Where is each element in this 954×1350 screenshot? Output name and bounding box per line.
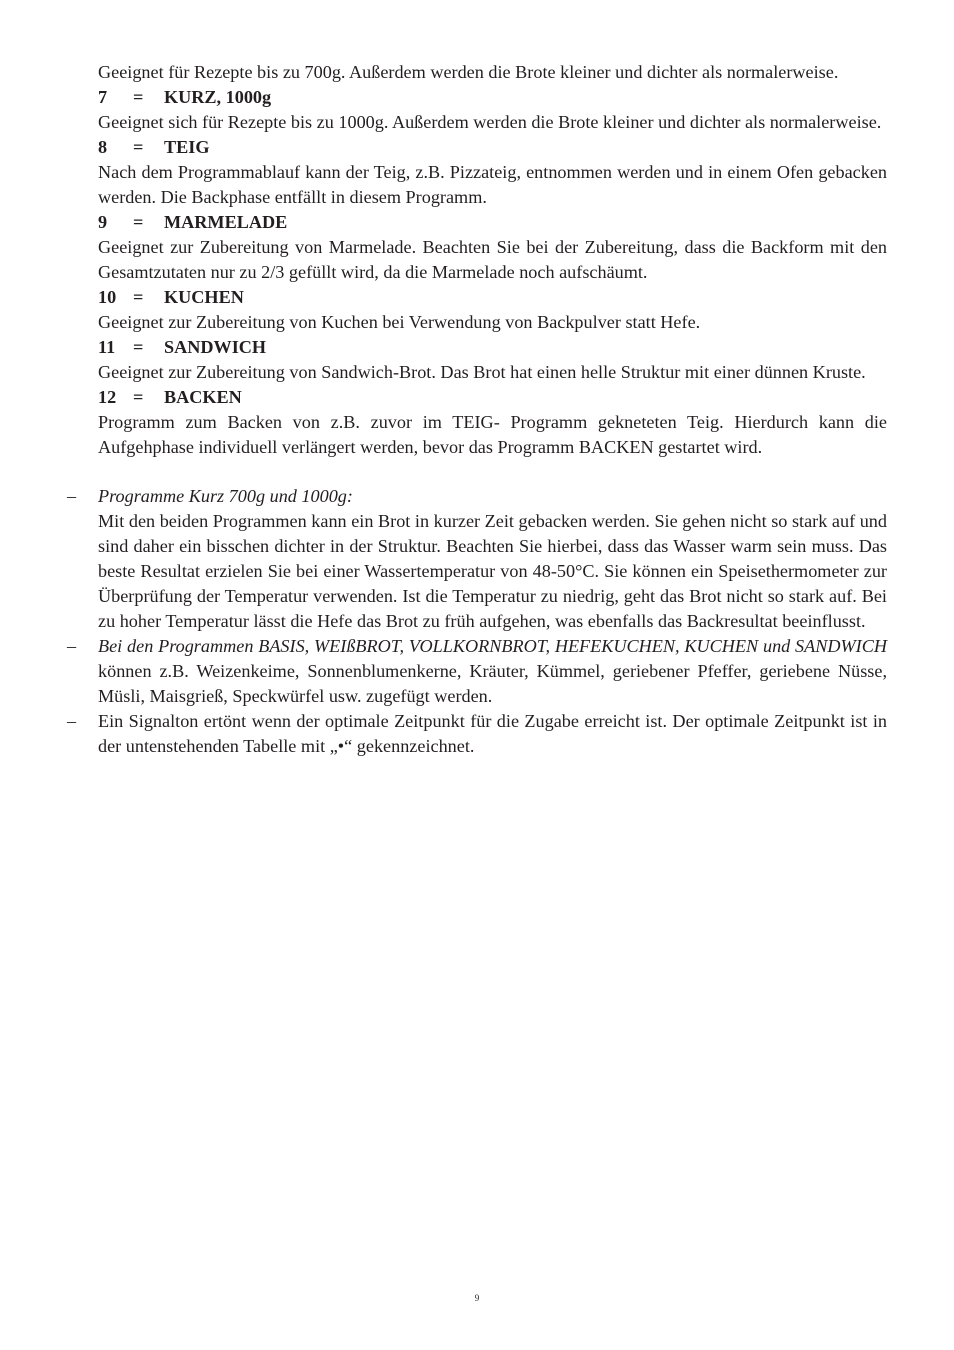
note-heading — [98, 484, 887, 509]
program-name: KURZ, 1000g — [164, 87, 272, 107]
program-number: 10 — [98, 287, 117, 307]
program-number: 7 — [98, 87, 108, 107]
program-heading — [98, 285, 887, 310]
program-equals: = — [133, 212, 144, 232]
note-signal — [67, 709, 887, 759]
note-text: Mit den beiden Programmen kann ein Brot in kurzer Zeit gebacken werden. Sie gehen nicht so stark auf und sind daher ein bisschen dichter in der Struktur. Beachten Sie hierbei, dass das Wasser warm sein muss. Das beste Resultat erzielen Sie bei einer Wassertemperatur von 48-50°C. Sie können ein Speisethermometer zur Überprüfung der Temperatur verwenden. Ist die Temperatur zu niedrig, geht das Brot nicht so stark auf. Bei zu hoher Temperatur lässt die Hefe das Brot zu früh aufgehen, was ebenfalls das Backresultat beeinflusst. — [98, 511, 887, 631]
program-number: 9 — [98, 212, 108, 232]
program-equals: = — [133, 87, 144, 107]
program-description: Geeignet zur Zubereitung von Sandwich-Brot. Das Brot hat einen helle Struktur mit einer dünnen Kruste. — [98, 362, 866, 382]
program-name: KUCHEN — [164, 287, 244, 307]
program-heading — [98, 335, 887, 360]
program-number: 12 — [98, 387, 117, 407]
program-description: Geeignet zur Zubereitung von Marmelade. Beachten Sie bei der Zubereitung, dass die Backform mit den Gesamtzutaten nur zu 2/3 gefüllt wird, da die Marmelade noch aufschäumt. — [98, 237, 887, 282]
note-text: Ein Signalton ertönt wenn der optimale Zeitpunkt für die Zugabe erreicht ist. Der optimale Zeitpunkt ist in der untenstehenden Tabelle mit „•“ gekennzeichnet. — [98, 711, 887, 756]
dash-bullet: – — [67, 711, 77, 731]
note-ingredients — [67, 634, 887, 709]
note-heading-text: Programme Kurz 700g und 1000g: — [98, 486, 353, 506]
intro-paragraph: Geeignet für Rezepte bis zu 700g. Außerdem werden die Brote kleiner und dichter als normalerweise. — [98, 62, 839, 82]
page-number: 9 — [474, 1293, 480, 1303]
program-heading — [98, 85, 887, 110]
note-regular-text: können z.B. Weizenkeime, Sonnenblumenkerne, Kräuter, Kümmel, geriebener Pfeffer, geriebene Nüsse, Müsli, Maisgrieß, Speckwürfel usw. zugefügt werden. — [98, 661, 887, 706]
program-10 — [98, 285, 887, 335]
note-text — [98, 634, 887, 709]
program-number: 8 — [98, 137, 108, 157]
note-kurz-programs — [67, 484, 887, 634]
program-equals: = — [133, 137, 144, 157]
program-description: Geeignet zur Zubereitung von Kuchen bei Verwendung von Backpulver statt Hefe. — [98, 312, 701, 332]
program-heading — [98, 210, 887, 235]
program-name: BACKEN — [164, 387, 242, 407]
program-description: Programm zum Backen von z.B. zuvor im TEIG- Programm gekneteten Teig. Hierdurch kann die Aufgehphase individuell verlängert werden, bevor das Programm BACKEN gestartet wird. — [98, 412, 887, 457]
note-italic-text: Bei den Programmen BASIS, WEIßBROT, VOLLKORNBROT, HEFEKUCHEN, KUCHEN und SANDWICH — [98, 636, 887, 656]
program-equals: = — [133, 387, 144, 407]
program-name: TEIG — [164, 137, 210, 157]
program-7 — [98, 85, 887, 135]
program-12 — [98, 385, 887, 460]
page-content — [67, 60, 887, 759]
program-description: Geeignet sich für Rezepte bis zu 1000g. Außerdem werden die Brote kleiner und dichter als normalerweise. — [98, 112, 882, 132]
program-8 — [98, 135, 887, 210]
program-name: MARMELADE — [164, 212, 288, 232]
section-spacer — [98, 460, 887, 484]
program-equals: = — [133, 337, 144, 357]
program-heading — [98, 385, 887, 410]
program-9 — [98, 210, 887, 285]
program-heading — [98, 135, 887, 160]
program-name: SANDWICH — [164, 337, 267, 357]
program-11 — [98, 335, 887, 385]
program-number: 11 — [98, 337, 116, 357]
dash-bullet: – — [67, 486, 77, 506]
program-description: Nach dem Programmablauf kann der Teig, z.B. Pizzateig, entnommen werden und in einem Ofen gebacken werden. Die Backphase entfällt in diesem Programm. — [98, 162, 887, 207]
program-equals: = — [133, 287, 144, 307]
dash-bullet: – — [67, 636, 77, 656]
